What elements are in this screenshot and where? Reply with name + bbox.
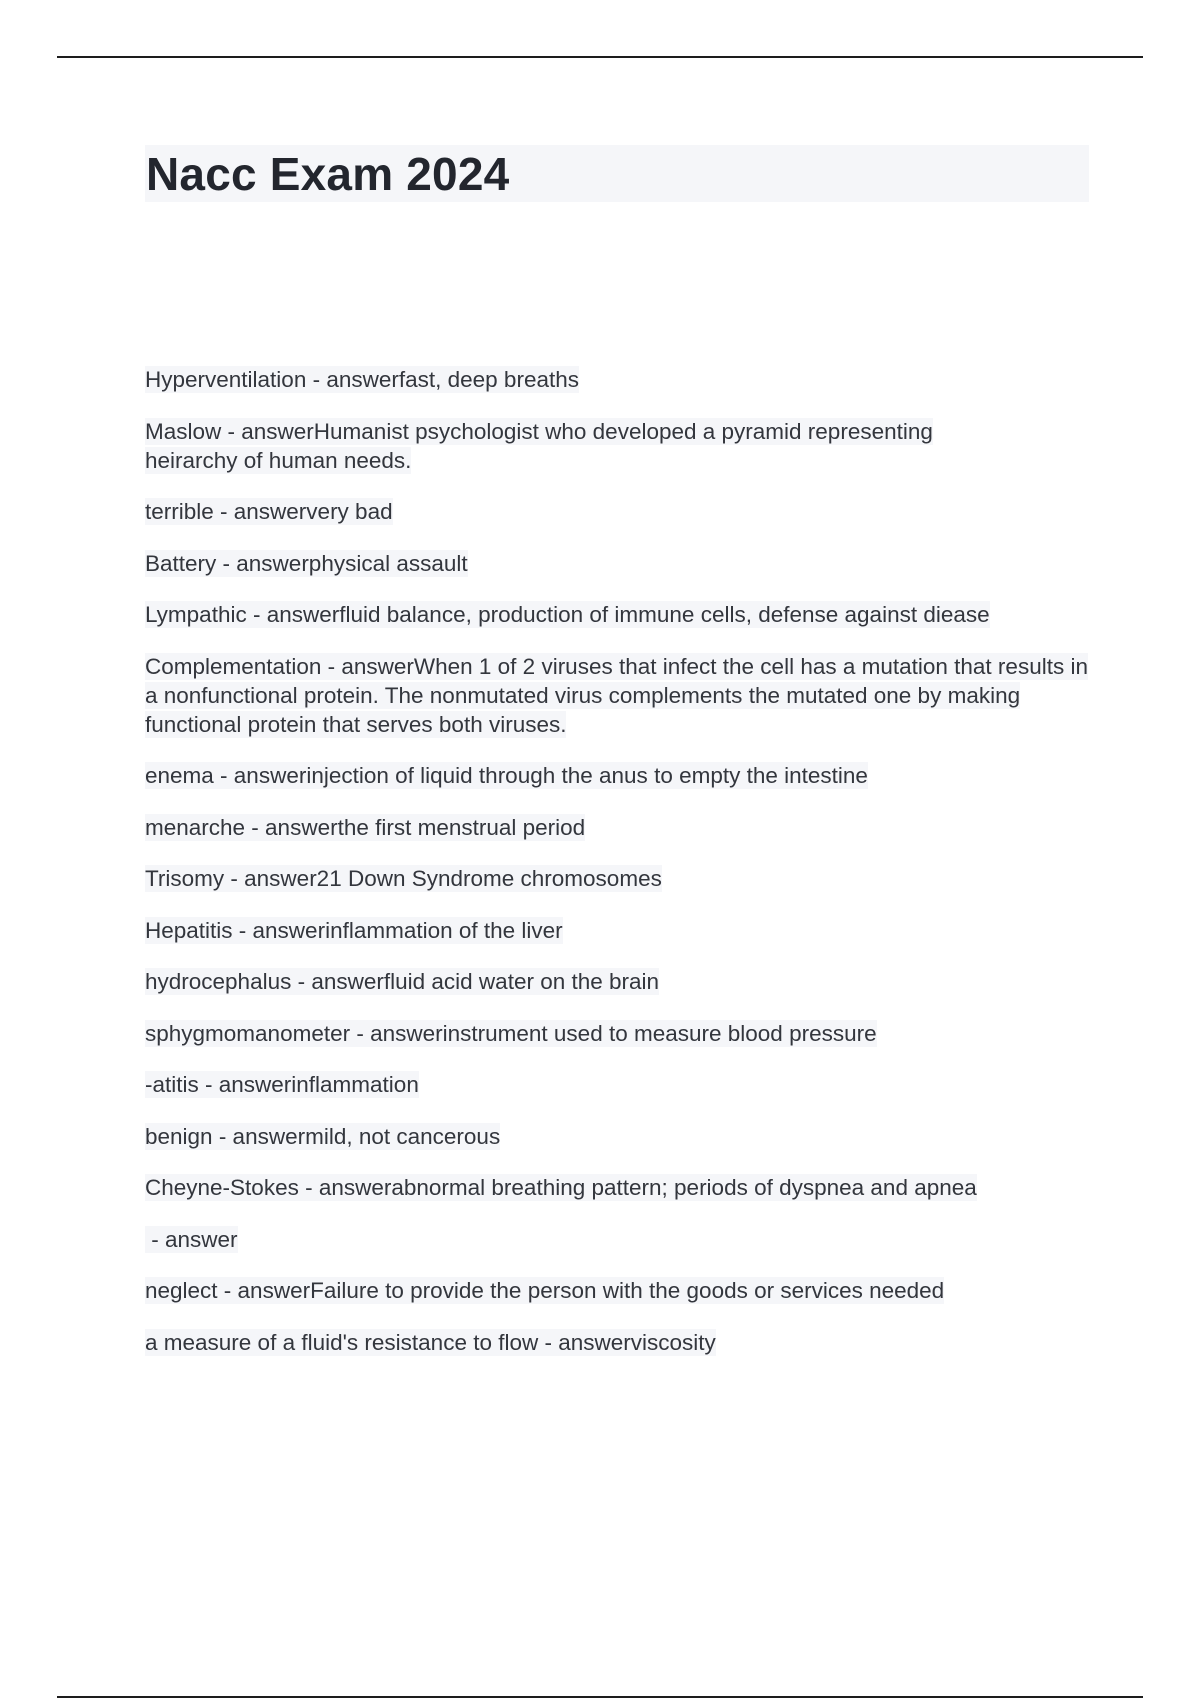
entry-text: a measure of a fluid's resistance to flow - answerviscosity <box>145 1329 716 1355</box>
list-item <box>145 864 1095 893</box>
list-item <box>145 967 1095 996</box>
entry-text: Maslow - answerHumanist psychologist who developed a pyramid representing heirarchy of human needs. <box>145 418 933 473</box>
entry-text: - answer <box>145 1226 238 1252</box>
entry-text: Trisomy - answer21 Down Syndrome chromosomes <box>145 866 662 891</box>
entry-text: benign - answermild, not cancerous <box>145 1123 501 1149</box>
list-item <box>145 1070 1095 1099</box>
list-item <box>145 652 1090 739</box>
entry-text: menarche - answerthe first menstrual period <box>145 814 586 840</box>
list-item <box>145 365 1095 394</box>
entry-text: neglect - answerFailure to provide the person with the goods or services needed <box>145 1278 945 1303</box>
list-item <box>145 1276 1095 1305</box>
entry-text: enema - answerinjection of liquid through the anus to empty the intestine <box>145 763 868 788</box>
entry-text: terrible - answervery bad <box>145 499 393 524</box>
entry-text: Lympathic - answerfluid balance, production of immune cells, defense against diease <box>145 602 990 627</box>
flashcard-list <box>145 365 1095 1379</box>
entry-text: -atitis - answerinflammation <box>145 1072 419 1097</box>
list-item <box>145 813 1095 842</box>
list-item <box>145 1173 1095 1202</box>
list-item <box>145 549 1095 578</box>
list-item <box>145 600 1095 629</box>
entry-text: Cheyne-Stokes - answerabnormal breathing pattern; periods of dyspnea and apnea <box>145 1175 977 1200</box>
list-item <box>145 761 1095 790</box>
list-item <box>145 417 1005 475</box>
list-item <box>145 497 1095 526</box>
top-rule <box>57 56 1143 58</box>
entry-text: Hepatitis - answerinflammation of the liver <box>145 917 563 943</box>
list-item <box>145 916 1095 945</box>
bottom-rule <box>57 1696 1143 1698</box>
entry-text: Hyperventilation - answerfast, deep breaths <box>145 367 579 392</box>
entry-text: Complementation - answerWhen 1 of 2 viruses that infect the cell has a mutation that results in a nonfunctional protein. The nonmutated virus complements the mutated one by making functional protein that serves both viruses. <box>145 653 1088 737</box>
page-title: Nacc Exam 2024 <box>146 148 510 200</box>
list-item <box>145 1019 1095 1048</box>
list-item <box>145 1225 1095 1254</box>
list-item <box>145 1328 1095 1357</box>
list-item <box>145 1122 1095 1151</box>
entry-text: sphygmomanometer - answerinstrument used to measure blood pressure <box>145 1020 877 1046</box>
entry-text: hydrocephalus - answerfluid acid water on the brain <box>145 969 660 994</box>
entry-text: Battery - answerphysical assault <box>145 550 468 576</box>
